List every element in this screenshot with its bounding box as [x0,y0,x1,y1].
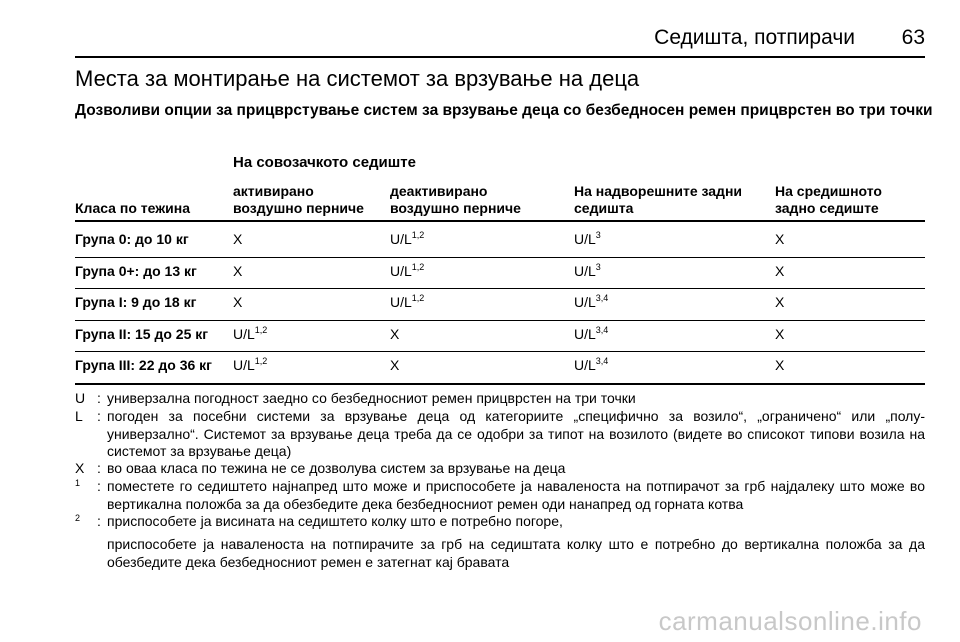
legend-separator: : [97,478,101,494]
cell-value: U/L [390,262,412,279]
table-cell-class [75,262,197,280]
header-title: Седишта, потпирачи [654,26,855,49]
table-cell-middle [775,325,784,343]
cell-value: X [390,357,400,373]
cell-value: X [233,231,243,247]
legend-key: L [75,408,83,424]
cell-value: X [775,357,785,373]
legend-text: во оваа класа по тежина не се дозволува систем за врзување на деца [107,460,566,476]
table-row-rule [75,288,925,289]
legend-separator: : [97,460,101,476]
column-header-weight-class: Класа по тежина [75,200,190,216]
cell-value: Група I: 9 до 18 кг [75,294,197,310]
table-cell-deactive [390,325,399,343]
table-cell-middle [775,356,784,374]
cell-value: U/L [390,294,412,310]
table-cell-active [233,230,242,248]
table-cell-class [75,356,212,374]
cell-value: U/L [574,262,596,279]
cell-value: X [775,325,785,342]
cell-value: U/L [233,357,255,373]
table-cell-active [233,262,242,280]
table-cell-class [75,293,196,311]
legend-separator: : [97,390,101,406]
cell-value: Група 0+: до 13 кг [75,262,197,279]
column-header-airbag-active: активирано воздушно перниче [233,183,364,216]
cell-footnote-ref: 1,2 [411,230,425,240]
table-cell-active [233,325,267,343]
cell-value: X [775,231,785,247]
cell-value: X [775,294,785,310]
legend-text: универзална погодност заедно со безбедносниот ремен прицврстен на три точки [107,390,636,406]
legend-text: поместете го седиштето најнапред што може и приспособете ја наваленоста на потпирачот за грб најдалеку што може во вертикална положба за да обезбедите дека безбедносниот ремен оди нанапред од горната котва [107,478,925,512]
table-cell-deactive [390,356,399,374]
watermark: carmanualsonline.info [658,606,922,636]
cell-footnote-ref: 1,2 [254,324,268,335]
table-cell-deactive [390,293,424,311]
legend-text: приспособете ја наваленоста на потпирачите за грб на седиштата колку што е потребно до вертикална положба за да обезбедите дека безбедносниот ремен е затегнат кај бравата [107,536,925,570]
cell-footnote-ref: 3 [595,261,601,272]
cell-footnote-ref: 3,4 [595,324,609,335]
table-cell-outer [574,356,608,374]
cell-footnote-ref: 1,2 [411,293,425,303]
cell-value: Група II: 15 до 25 кг [75,325,209,342]
legend-text: приспособете ја висината на седиштето колку што е потребно погоре, [107,513,563,529]
table-row-rule [75,383,925,385]
table-cell-class [75,325,208,343]
table-cell-middle [775,293,784,311]
column-header-outer-rear-seats: На надворешните задни седишта [574,183,742,216]
cell-footnote-ref: 3 [595,230,601,240]
cell-value: X [233,294,243,310]
cell-value: U/L [574,325,596,342]
table-cell-outer [574,325,608,343]
column-header-middle-rear-seat: На средишното задно седиште [775,183,882,216]
table-cell-active [233,356,267,374]
legend-text: погоден за посебни системи за врзување деца од категориите „специфично за возило“, „ограничено“ или „полу-универзално“. Системот за врзување деца треба да се одобри за типот на возилото (видете во списокот типови возила на системот за врзување деца) [107,408,925,459]
table-cell-middle [775,230,784,248]
cell-value: U/L [574,231,596,247]
legend-key: X [75,460,85,476]
cell-value: U/L [574,357,596,373]
legend-key: 2 [75,513,81,523]
table-row-rule [75,351,925,352]
cell-value: Група III: 22 до 36 кг [75,357,212,373]
table-cell-deactive [390,230,424,248]
table-cell-outer [574,262,601,280]
cell-footnote-ref: 1,2 [254,356,268,366]
page-number: 63 [901,26,925,49]
table-group-header: На совозачкото седиште [233,154,416,171]
table-cell-outer [574,293,608,311]
legend-key: U [75,390,86,406]
cell-value: U/L [390,231,412,247]
cell-value: X [233,262,243,279]
cell-footnote-ref: 3,4 [595,293,609,303]
table-cell-deactive [390,262,424,280]
column-header-airbag-deactivated: деактивирано воздушно перниче [390,183,521,216]
cell-value: U/L [233,325,255,342]
table-cell-outer [574,230,601,248]
cell-value: X [390,325,400,342]
section-heading: Места за монтирање на системот за врзување на деца [75,66,640,91]
legend-separator: : [97,408,101,424]
cell-footnote-ref: 1,2 [411,261,425,272]
table-cell-class [75,230,189,248]
cell-value: Група 0: до 10 кг [75,231,189,247]
page-header [75,22,925,58]
table-cell-active [233,293,242,311]
legend-key: 1 [75,478,81,488]
section-subheading: Дозволиви опции за прицврстување систем за врзување деца со безбедносен ремен прицврстен во три точки [75,102,933,119]
table-row-rule [75,257,925,258]
legend-separator: : [97,513,101,529]
table-cell-middle [775,262,784,280]
cell-value: U/L [574,294,596,310]
table-row-rule [75,320,925,321]
cell-value: X [775,262,785,279]
table-header-rule [75,220,925,222]
cell-footnote-ref: 3,4 [595,356,609,366]
